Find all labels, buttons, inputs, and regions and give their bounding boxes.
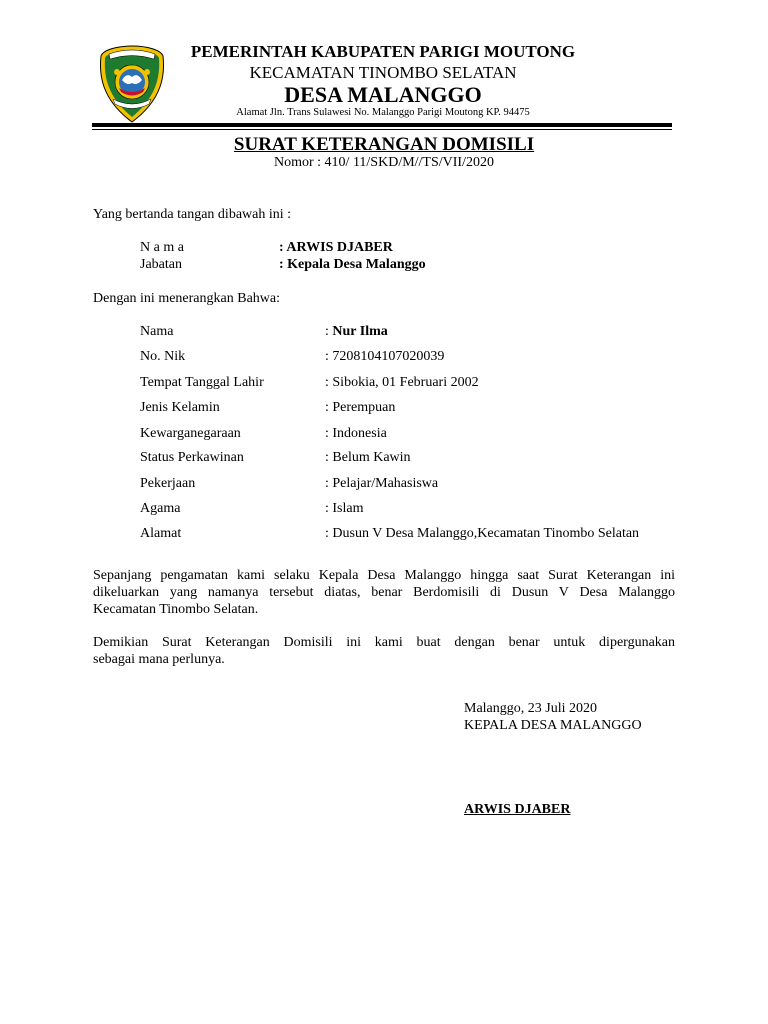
signer-name-value: : ARWIS DJABER (279, 240, 393, 255)
closing-paragraph: Demikian Surat Keterangan Domisili ini kami buat dengan benar untuk dipergunakan sebagai mana perlunya. (93, 635, 675, 667)
statement-intro: Dengan ini menerangkan Bahwa: (93, 291, 280, 306)
person-value: : Pelajar/Mahasiswa (325, 476, 439, 491)
person-value: : 7208104107020039 (325, 349, 445, 364)
person-label: Pekerjaan (140, 476, 196, 491)
signer-position-label: Jabatan (140, 257, 182, 272)
letterhead-divider-thick (92, 123, 672, 127)
person-value: : Islam (325, 501, 364, 516)
person-value: : Indonesia (325, 426, 387, 441)
person-label: Status Perkawinan (140, 450, 244, 465)
person-label: Jenis Kelamin (140, 400, 220, 415)
document-title: SURAT KETERANGAN DOMISILI (233, 134, 535, 155)
district-name: KECAMATAN TINOMBO SELATAN (249, 63, 517, 82)
person-value: : Nur Ilma (325, 324, 388, 339)
signature-position: KEPALA DESA MALANGGO (464, 718, 642, 733)
person-label: Agama (140, 501, 181, 516)
person-label: Tempat Tanggal Lahir (140, 375, 264, 390)
document-number: Nomor : 410/ 11/SKD/M//TS/VII/2020 (274, 155, 494, 170)
signature-name: ARWIS DJABER (464, 802, 571, 817)
regency-emblem-icon (97, 44, 167, 124)
person-label: No. Nik (140, 349, 186, 364)
person-value: : Belum Kawin (325, 450, 411, 465)
letterhead-address: Alamat Jln. Trans Sulawesi No. Malanggo Parigi Moutong KP. 94475 (236, 107, 530, 118)
person-label: Nama (140, 324, 174, 339)
observation-paragraph: Sepanjang pengamatan kami selaku Kepala Desa Malanggo hingga saat Surat Keterangan ini dikeluarkan yang namanya tersebut diatas, benar Berdomisili di Dusun V Desa Malanggo Kecamatan Tinombo Selatan. (93, 568, 675, 617)
village-name: DESA MALANGGO (284, 82, 482, 107)
signer-name-label: N a m a (140, 240, 184, 255)
signature-place-date: Malanggo, 23 Juli 2020 (464, 701, 597, 716)
signer-position-value: : Kepala Desa Malanggo (279, 257, 426, 272)
person-name-value: Nur Ilma (332, 324, 388, 339)
letterhead-divider-thin (92, 129, 672, 130)
person-value: : Perempuan (325, 400, 396, 415)
intro-text: Yang bertanda tangan dibawah ini : (93, 207, 292, 222)
person-value: : Sibokia, 01 Februari 2002 (325, 375, 479, 390)
person-value: : Dusun V Desa Malanggo,Kecamatan Tinombo Selatan (325, 526, 640, 541)
person-label: Alamat (140, 526, 182, 541)
government-name: PEMERINTAH KABUPATEN PARIGI MOUTONG (190, 42, 576, 61)
person-label: Kewarganegaraan (140, 426, 241, 441)
